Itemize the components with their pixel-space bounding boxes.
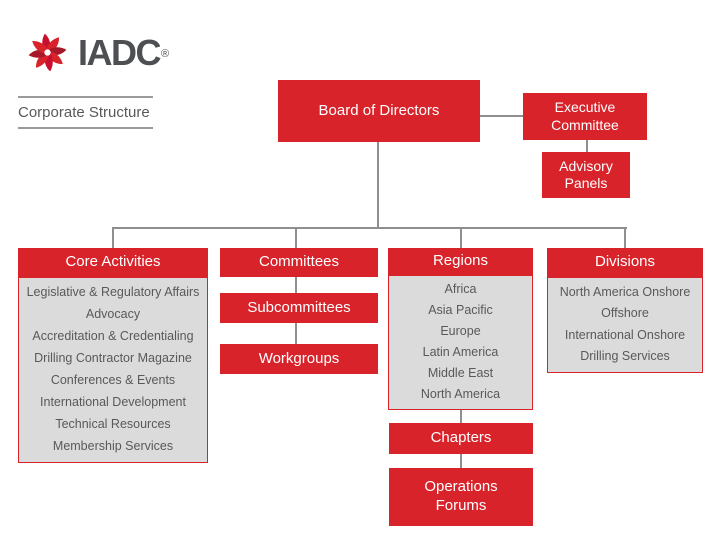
list-item: International Onshore: [564, 327, 686, 342]
core-activities-header: [18, 248, 208, 277]
list-item: Offshore: [601, 306, 649, 321]
connector-drop-regions: [460, 228, 462, 248]
list-item: Membership Services: [52, 439, 174, 453]
chapters-box: [389, 423, 533, 454]
list-item: Conferences & Events: [50, 373, 176, 388]
list-item: Asia Pacific: [428, 303, 493, 318]
list-item: Legislative & Regulatory Affairs: [26, 285, 200, 300]
iadc-rose-icon: [24, 30, 71, 75]
connector-chapters-operations: [460, 454, 462, 468]
connector-exec-advisory: [586, 140, 588, 152]
workgroups-label: Workgroups: [258, 349, 340, 367]
core-activities-label: Core Activities: [65, 253, 161, 271]
board-of-directors-label: Board of Directors: [318, 101, 440, 119]
operations-forums-box: [389, 468, 533, 526]
subcommittees-box: [220, 293, 378, 323]
advisory-panels-box: [542, 152, 630, 198]
board-of-directors-box: [278, 80, 480, 142]
executive-committee-label: Executive Committee: [551, 99, 619, 133]
connector-board-exec: [480, 115, 523, 117]
list-item: Middle East: [427, 366, 494, 381]
list-item: Technical Resources: [55, 417, 171, 432]
connector-subcommittees-workgroups: [295, 323, 297, 344]
divisions-header: [547, 248, 703, 277]
connector-board-stub: [377, 142, 379, 229]
connector-drop-committees: [295, 228, 297, 248]
chapters-label: Chapters: [430, 429, 492, 447]
connector-drop-divisions: [624, 228, 626, 248]
list-item: Drilling Contractor Magazine: [34, 351, 192, 366]
divisions-list: [547, 277, 703, 373]
list-item: North America Onshore: [559, 284, 691, 299]
connector-committees-subcommittees: [295, 277, 297, 293]
subtitle-block: [18, 96, 153, 129]
registered-mark-icon: ®: [161, 48, 170, 60]
subcommittees-label: Subcommittees: [247, 298, 351, 316]
connector-distribution: [112, 227, 627, 229]
core-activities-list: [18, 277, 208, 463]
list-item: Europe: [440, 324, 481, 339]
list-item: Accreditation & Credentialing: [32, 329, 194, 344]
iadc-logo: [24, 30, 168, 75]
executive-committee-box: [523, 93, 647, 140]
list-item: Drilling Services: [580, 349, 670, 364]
page-title: Corporate Structure: [18, 104, 150, 121]
committees-label: Committees: [258, 253, 340, 271]
committees-header: [220, 248, 378, 277]
list-item: Latin America: [422, 345, 499, 360]
connector-regions-chapters: [460, 410, 462, 423]
list-item: North America: [420, 386, 501, 401]
operations-forums-label: Operations Forums: [424, 478, 498, 514]
list-item: Advocacy: [85, 307, 141, 322]
regions-list: [388, 275, 533, 410]
connector-drop-core: [112, 228, 114, 248]
logo-wordmark: IADC: [78, 31, 160, 73]
advisory-panels-label: Advisory Panels: [559, 157, 613, 191]
regions-header: [388, 248, 533, 275]
regions-label: Regions: [432, 252, 489, 270]
list-item: Africa: [444, 282, 477, 297]
workgroups-box: [220, 344, 378, 374]
list-item: International Development: [40, 395, 186, 410]
rule-bottom: [18, 127, 153, 129]
divisions-label: Divisions: [594, 253, 655, 271]
